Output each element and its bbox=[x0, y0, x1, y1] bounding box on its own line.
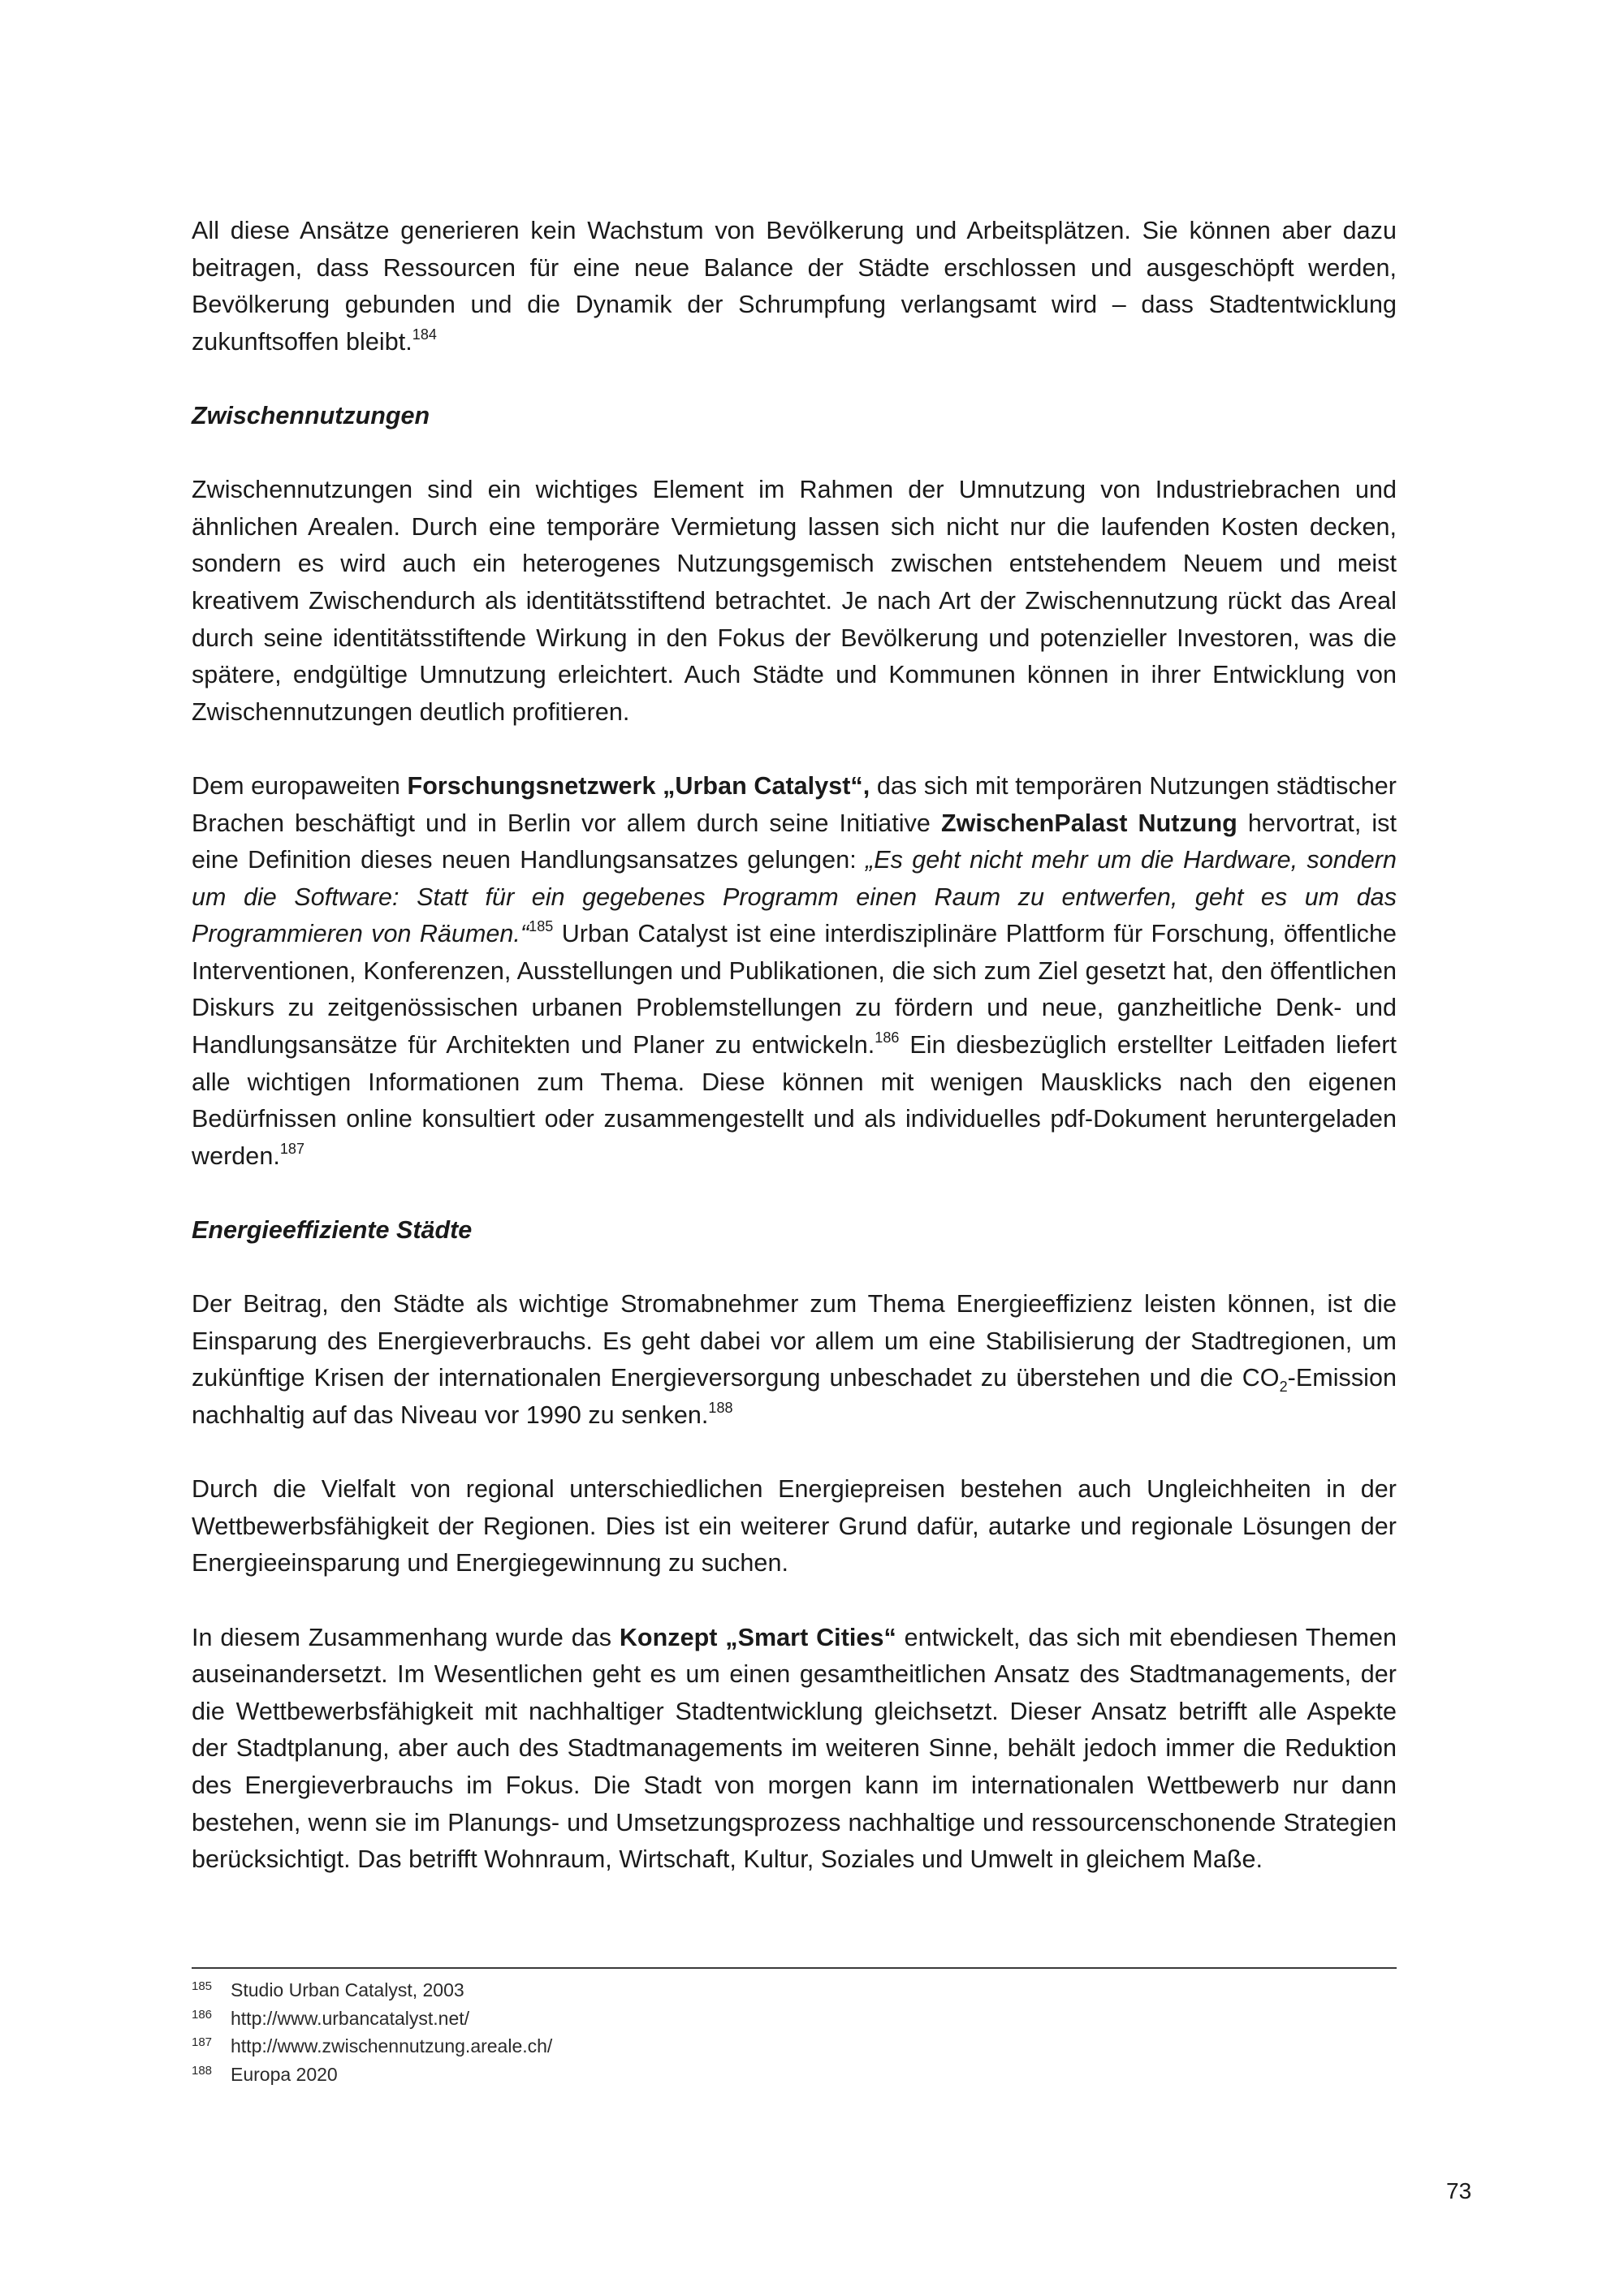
footnote-number: 188 bbox=[192, 2063, 213, 2078]
bold-term-zwischenpalast: ZwischenPalast Nutzung bbox=[940, 809, 1237, 837]
footnote-ref[interactable]: 186 bbox=[875, 1029, 900, 1047]
energie-paragraph-1 bbox=[192, 1286, 1397, 1434]
energie-paragraph-3 bbox=[192, 1620, 1397, 1879]
section-heading-energieeffiziente-staedte: Energieeffiziente Städte bbox=[192, 1216, 473, 1245]
footnote-link[interactable]: http://www.urbancatalyst.net/ bbox=[231, 2007, 470, 2029]
footnote-ref[interactable]: 185 bbox=[529, 918, 554, 935]
footnote-ref[interactable]: 188 bbox=[708, 1400, 733, 1416]
zwischennutzungen-paragraph-1: Zwischennutzungen sind ein wichtiges Element im Rahmen der Umnutzung von Industriebrachen und ähnlichen Arealen. Durch eine temporäre Vermietung lassen sich nicht nur die laufenden Kosten decken, sondern es wird auch ein heterogenes Nutzungsgemisch zwischen entstehendem Neuem und meist kreativem Zwischendurch als identitätsstiftend betrachtet. Je nach Art der Zwischennutzung rückt das Areal durch seine identitätsstiftende Wirkung in den Fokus der Bevölkerung und potenzieller Investoren, was die spätere, endgültige Umnutzung erleichtert. Auch Städte und Kommunen können in ihrer Entwicklung von Zwischennutzungen deutlich profitieren. bbox=[192, 476, 1397, 726]
text-run: entwickelt, das sich mit ebendiesen Themen auseinandersetzt. Im Wesentlichen geht es um einen gesamtheitlichen Ansatz des Stadtmanagements, der die Wettbewerbsfähigkeit mit nachhaltiger Stadtentwicklung gleichsetzt. Dieser Ansatz betrifft alle Aspekte der Stadtplanung, aber auch des Stadtmanagements im weiteren Sinne, behält jedoch immer die Reduktion des Energieverbrauchs im Fokus. Die Stadt von morgen kann im internationalen Wettbewerb nur dann bestehen, wenn sie im Planungs- und Umsetzungsprozess nachhaltige und ressourcenschonende Strategien berücksichtigt. Das betrifft Wohnraum, Wirtschaft, Kultur, Soziales und Umwelt in gleichem Maße. bbox=[192, 1623, 1397, 1874]
zwischennutzungen-paragraph-2 bbox=[192, 768, 1397, 1176]
main-text-column bbox=[192, 213, 1397, 1915]
bold-term-urban-catalyst: Forschungsnetzwerk „Urban Catalyst“, bbox=[407, 771, 870, 800]
subscript: 2 bbox=[1279, 1379, 1288, 1396]
text-run: Der Beitrag, den Städte als wichtige Stromabnehmer zum Thema Energieeffizienz leisten können, ist die Einsparung des Energieverbrauchs. Es geht dabei vor allem um eine Stabilisierung der Stadtregionen, um zukünftige Krisen der internationalen Energieversorgung unbeschadet zu überstehen und die CO bbox=[192, 1290, 1397, 1392]
footnote-ref[interactable]: 184 bbox=[412, 326, 437, 343]
energie-paragraph-2: Durch die Vielfalt von regional unterschiedlichen Energiepreisen bestehen auch Ungleichheiten in der Wettbewerbsfähigkeit der Regionen. Dies ist ein weiterer Grund dafür, autarke und regionale Lösungen der Energieeinsparung und Energiegewinnung zu suchen. bbox=[192, 1475, 1397, 1577]
footnote-link[interactable]: http://www.zwischennutzung.areale.ch/ bbox=[231, 2035, 553, 2056]
text-run: Dem europaweiten bbox=[192, 771, 408, 800]
footnote-text: Europa 2020 bbox=[231, 2063, 338, 2085]
intro-text: All diese Ansätze generieren kein Wachstum von Bevölkerung und Arbeitsplätzen. Sie können aber dazu beitragen, dass Ressourcen für eine neue Balance der Städte erschlossen und ausgeschöpft werden, Bevölkerung gebunden und die Dynamik der Schrumpfung verlangsamt wird – dass Stadtentwicklung zukunftsoffen bleibt. bbox=[192, 217, 1397, 356]
text-run: hervortrat, ist eine Definition dieses neuen Handlungsansatzes gelungen: bbox=[192, 809, 1397, 874]
footnote-ref[interactable]: 187 bbox=[279, 1140, 305, 1157]
footnote-number: 185 bbox=[192, 1979, 213, 1993]
page-number: 73 bbox=[1446, 2178, 1472, 2203]
italic-quote: „Es geht nicht mehr um die Hardware, sondern um die Software: Statt für ein gegebenes Programm einen Raum zu entwerfen, geht es um das Programmieren von Räumen.“ bbox=[192, 846, 1397, 948]
footnote-item bbox=[192, 2062, 1397, 2091]
footnote-item bbox=[192, 2006, 1397, 2035]
text-run: Ein diesbezüglich erstellter Leitfaden liefert alle wichtigen Informationen zum Thema. Diese können mit wenigen Mausklicks nach den eigenen Bedürfnissen online konsultiert oder zusammengestellt und als individuelles pdf-Dokument heruntergeladen werden. bbox=[192, 1031, 1397, 1170]
footnote-divider bbox=[192, 1967, 1397, 1969]
footnotes bbox=[192, 1978, 1397, 2090]
section-heading-zwischennutzungen: Zwischennutzungen bbox=[192, 401, 430, 429]
footnote-text: Studio Urban Catalyst, 2003 bbox=[231, 1979, 464, 2000]
footnote-item bbox=[192, 1978, 1397, 2006]
footnote-number: 187 bbox=[192, 2035, 213, 2049]
text-run: -Emission nachhaltig auf das Niveau vor 1990 zu senken. bbox=[192, 1364, 1397, 1429]
bold-term-smart-cities: Konzept „Smart Cities“ bbox=[619, 1623, 896, 1651]
text-run: Urban Catalyst ist eine interdisziplinäre Plattform für Forschung, öffentliche Interventionen, Konferenzen, Ausstellungen und Publikationen, die sich zum Ziel gesetzt hat, den öffentlichen Diskurs zu zeitgenössischen urbanen Problemstellungen zu fördern und neue, ganzheitliche Denk- und Handlungsansätze für Architekten und Planer zu entwickeln. bbox=[192, 920, 1397, 1060]
footnote-number: 186 bbox=[192, 2007, 213, 2022]
text-run: In diesem Zusammenhang wurde das bbox=[192, 1623, 620, 1651]
text-run: das sich mit temporären Nutzungen städtischer Brachen beschäftigt und in Berlin vor allem durch seine Initiative bbox=[192, 771, 1397, 837]
intro-paragraph bbox=[192, 213, 1397, 360]
footnote-item bbox=[192, 2034, 1397, 2062]
